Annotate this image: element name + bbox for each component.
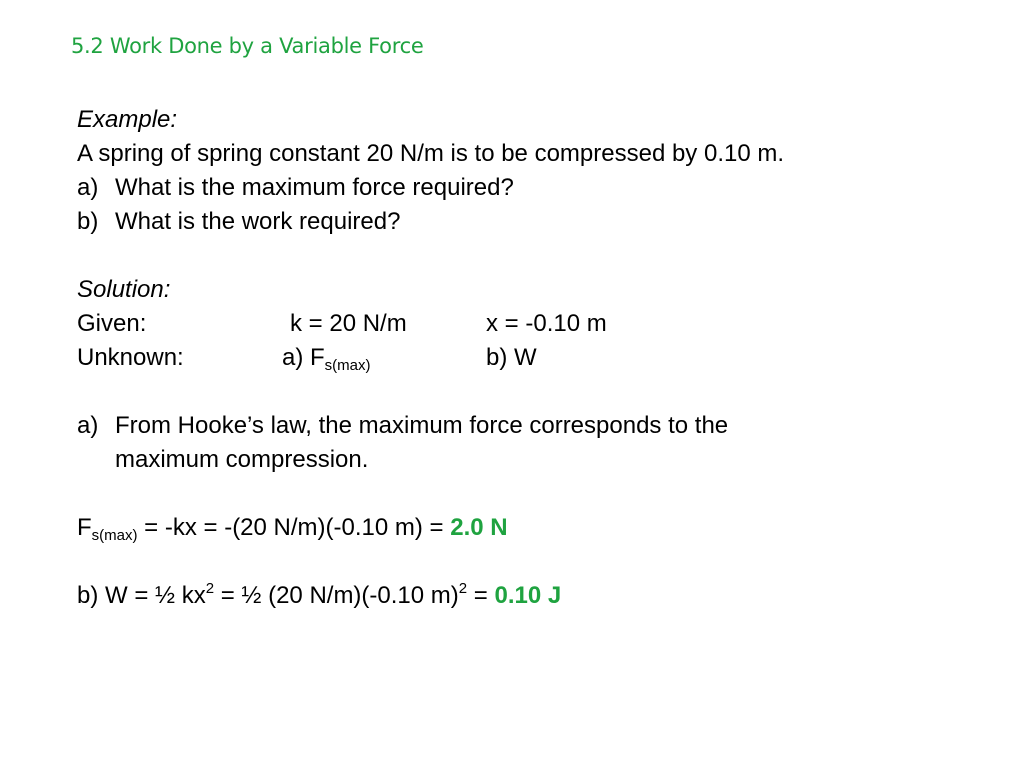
unknown-b: b) W: [486, 344, 537, 371]
spacer: [77, 477, 977, 511]
part-a-text-line1: From Hooke’s law, the maximum force corresponds to the: [115, 412, 729, 439]
unknown-a-prefix: a) F: [282, 344, 325, 371]
unknown-a: [282, 341, 371, 375]
example-heading: Example:: [77, 106, 178, 133]
unknown-a-sub: s(max): [324, 357, 371, 374]
part-a-text-line2: maximum compression.: [115, 446, 369, 473]
question-a: [77, 171, 977, 205]
question-b: [77, 205, 977, 239]
question-a-text: What is the maximum force required?: [115, 174, 514, 201]
work-equation: [77, 579, 977, 613]
question-b-text: What is the work required?: [115, 208, 401, 235]
force-equation: [77, 511, 977, 545]
given-label: Given:: [77, 310, 147, 337]
force-expression: = -kx = -(20 N/m)(-0.10 m) =: [137, 514, 451, 541]
force-answer: 2.0 N: [450, 514, 508, 541]
given-row: [77, 307, 977, 341]
spacer: [77, 375, 977, 409]
force-symbol: F: [77, 514, 92, 541]
force-sub: s(max): [91, 527, 138, 544]
question-b-marker: b): [77, 208, 99, 235]
solution-heading: Solution:: [77, 276, 171, 303]
slide-title: 5.2 Work Done by a Variable Force: [71, 34, 424, 58]
work-exp1: 2: [205, 580, 215, 597]
part-a-line1: [77, 409, 977, 443]
part-a-marker: a): [77, 412, 99, 439]
example-statement: A spring of spring constant 20 N/m is to be compressed by 0.10 m.: [77, 140, 785, 167]
spacer: [77, 545, 977, 579]
work-answer: 0.10 J: [494, 582, 562, 609]
question-a-marker: a): [77, 174, 99, 201]
work-exp2: 2: [458, 580, 468, 597]
unknown-row: [77, 341, 977, 375]
unknown-label: Unknown:: [77, 344, 184, 371]
work-prefix: b) W = ½ kx: [77, 582, 206, 609]
spacer: [77, 239, 977, 273]
given-x: x = -0.10 m: [486, 310, 607, 337]
given-k: k = 20 N/m: [290, 310, 407, 337]
work-middle: = ½ (20 N/m)(-0.10 m): [214, 582, 459, 609]
slide-body: [77, 103, 977, 613]
work-equals: =: [467, 582, 495, 609]
